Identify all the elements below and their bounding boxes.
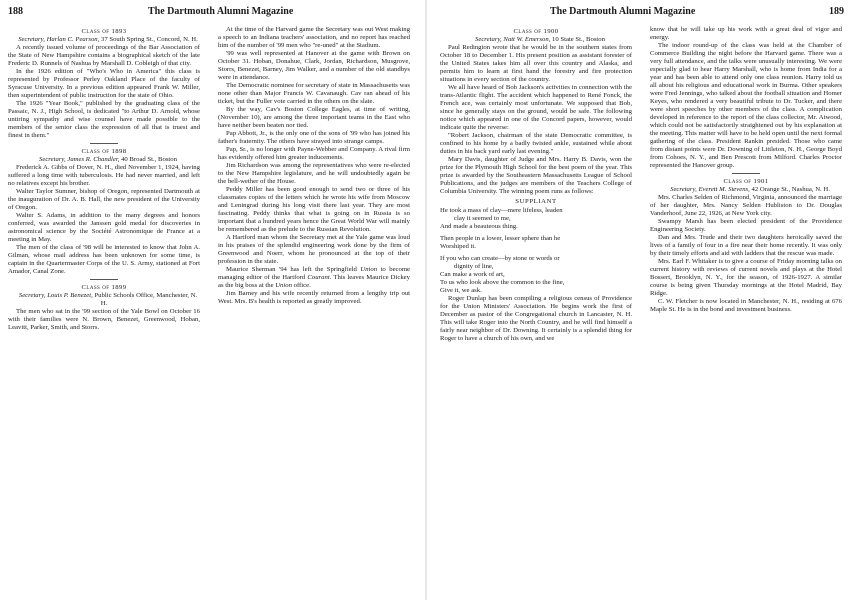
text-run: This leaves Maurice Dickey as the big boss at the: [218, 274, 410, 289]
secretary-address: 37 South Spring St., Concord, N. H.: [101, 36, 198, 43]
right-column-1: [440, 26, 632, 343]
class-heading-1899: Class of 1899: [81, 284, 127, 291]
paragraph: A recently issued volume of proceedings of the Bar Association of the State of New Hampshire contains a biographical sketch of the late Frederic D. Runnels of Nashua by Marshall D. Cobleigh of that city.: [8, 44, 200, 67]
secretary-line-1893: [8, 36, 200, 44]
newspaper-name: Courant.: [307, 274, 332, 281]
poem-line: And made a beauteous thing.: [440, 223, 518, 230]
poem-line: If you who can create—by stone or words or: [440, 255, 560, 262]
paragraph: C. W. Fletcher is now located in Manchester, N. H., residing at 676 Maple St. He is in the bond and investment business.: [650, 298, 842, 313]
secretary-name: Natt W. Emerson,: [503, 36, 551, 43]
poem-line: He took a mass of clay—mere lifeless, leaden: [440, 207, 563, 214]
running-head-left: [8, 6, 412, 20]
left-column-1: [8, 26, 200, 332]
page-gutter: [425, 0, 427, 600]
poem-title: SUPPLIANT: [515, 198, 557, 205]
right-column-2: [650, 26, 842, 314]
secretary-address: 10 State St., Boston: [552, 36, 605, 43]
poem-line: Can make a work of art,: [440, 271, 505, 278]
secretary-address: 42 Orange St., Nashua, N. H.: [751, 186, 830, 193]
page-number-right: 189: [829, 6, 844, 17]
paragraph: '99 was well represented at Hanover at the game with Brown on October 31. Hoban, Donahue, Clark, Jordan, Richardson, Musgrove, Storrs, Benezet, Barney, Jim Walker, and a number of the old standbys were in attendance.: [218, 50, 410, 81]
running-head-right: [440, 6, 844, 20]
secretary-name: Harlan C. Pearson,: [46, 36, 100, 43]
poem-line: Then people in a lower, lesser sphere than he: [440, 235, 561, 242]
class-heading-1900: Class of 1900: [513, 28, 559, 35]
section-rule: [90, 279, 118, 280]
paragraph: Frederick A. Gibbs of Dover, N. H., died November 1, 1924, having suffered a long time with tuberculosis. He had never married, and left no relatives except his brother.: [8, 164, 200, 187]
left-column-2: [218, 26, 410, 306]
paragraph: Jim Barney and his wife recently returned from a lengthy trip out West. Mrs. B's health is reported as greatly improved.: [218, 290, 410, 305]
paragraph: Roger Dunlap has been compiling a religious census of Providence for the Union Ministers' Association. He begins work the first of December as pastor of the Congregational church in Lancaster, N. H. This will take Roger into the North Country, and he will find himself a fairly near neighbor of Dr. Downing. It certainly is a splendid thing for Roger to have a church of his own, and we: [440, 295, 632, 342]
poem-line: Worshiped it.: [440, 243, 476, 250]
paragraph: The Democratic nominee for secretary of state in Massachusetts was none other than Major Francis W. Cavanaugh. Cav ran ahead of his ticket, but the Fuller vote carried in the others on the slate.: [218, 82, 410, 105]
secretary-line-1899: [8, 292, 200, 308]
secretary-line-1901: [650, 186, 842, 194]
paragraph: At the time of the Harvard game the Secretary was out West making a speech to an Indiana teachers' association, and no report has reached him of the number of '99 men who "re-uned" at the Stadium.: [218, 26, 410, 49]
paragraph: Pap Abbott, Jr., is the only one of the sons of '99 who has joined his father's fraternity. The others have strayed into strange camps.: [218, 130, 410, 145]
secretary-line-1900: [440, 36, 632, 44]
class-heading-1901: Class of 1901: [723, 178, 769, 185]
poem-line: To us who look above the common to the fine,: [440, 279, 565, 286]
paragraph: Paul Redington wrote that he would be in the southern states from October 18 to December 1. His present position as assistant forester of the United States takes him all over this country and Alaska, and permits him to learn at first hand the forestry and fire protection situations in every section of the country.: [440, 44, 632, 83]
paragraph: Peddy Miller has been good enough to send two or three of his classmates copies of the letters which he wrote his wife from Moscow and Leningrad during his long visit there last year. They are most fascinating. Peddy thinks that what is going on in Russia is so important that a hundred years hence the Great World War will mainly be remembered as the prelude to the Russian Revolution.: [218, 186, 410, 233]
poem-line: clay it seemed to me,: [454, 215, 511, 222]
running-title-right: The Dartmouth Alumni Magazine: [550, 6, 696, 17]
poem: [440, 207, 632, 295]
secretary-line-1898: [8, 156, 200, 164]
secretary-address: Public Schools Office, Manchester, N. H.: [94, 292, 198, 307]
newspaper-name: Union: [360, 266, 378, 273]
paragraph: Walter S. Adams, in addition to the many degrees and honors conferred, was awarded the Janssen gold medal for discoveries in astronomical science by the Société Astronomique de France at a meeting in May.: [8, 212, 200, 243]
paragraph: Walter Taylor Sumner, bishop of Oregon, represented Dartmouth at the inauguration of Dr. A. B. Hall, the new president of the University of Oregon.: [8, 188, 200, 211]
quoted-text: "Robert Jackson, chairman of the state Democratic committee, is confined to his home by a badly twisted ankle, sustained while about duties in his back yard early last evening.": [440, 132, 632, 155]
paragraph: A Hartford man whom the Secretary met at the Yale game was loud in his praises of the splendid engineering work done by the firm of Greenwood and Noerr, whom he pronounced at the top of their profession in the state.: [218, 234, 410, 265]
running-title-left: The Dartmouth Alumni Magazine: [148, 6, 294, 17]
paragraph: The indoor round-up of the class was held at the Chamber of Commerce Building the night before the Harvard game. There was a very full attendance, and the talks were unusually interesting. We were especially glad to hear Harry Marshall, who is home from India for a year and has been able to attend only one class reunion. Harry told us all about his religious and educational work in Burma. Other speakers were Fred Jennings, who talked about the football situation and Homer Keyes, who rendered a very beautiful tribute to Dr. Tucker, and there were short speeches by other members of the class. A complication developed in reference to the report of the class collector, Mr. Atwood, which could not be satisfactorily straightened out by his explanation at the meeting. This matter will have to be held open until the next formal gathering of the class. President Rankin presided. Those who came from distant points were Dr. Downing of Littleton, N. H., George Boyd from Cohoes, N. Y., and Ben Prescott from Milford. Charles Proctor represented the Hanover group.: [650, 42, 842, 169]
paragraph: The men who sat in the '99 section of the Yale Bowl on October 16 with their families were N. Brown, Benezet, Greenwood, Hoban, Leavitt, Parker, Smith, and Storrs.: [8, 308, 200, 331]
paragraph: Mrs. Earl F. Whitaker is to give a course of Friday morning talks on current history with reviews of current novels and plays at the Hotel Bossert, Brooklyn, N. Y., for the season, of 1926-1927. A similar course is being given Thursday mornings at the Hotel Madrid, Bay Ridge.: [650, 258, 842, 297]
secretary-name: Everett M. Stevens,: [698, 186, 750, 193]
paragraph: [218, 266, 410, 290]
quotation: [440, 132, 632, 156]
page-number-left: 188: [8, 6, 23, 17]
paragraph: The 1926 "Year Book," published by the graduating class of the Passaic, N. J., High School, is dedicated "to Arthur D. Arnold, whose untiring sympathy and wise counsel have made possible to the members of the senior class the expression of all that is truest and finest in them.": [8, 100, 200, 139]
paragraph: The men of the class of '98 will be interested to know that John A. Gilman, whose mail address has been unknown for some time, is captain in the Quartermaster Corps of the U. S. Army, stationed at Fort Amador, Canal Zone.: [8, 244, 200, 275]
secretary-name: James R. Chandler,: [67, 156, 120, 163]
paragraph: Mary Davis, daughter of Judge and Mrs. Harry B. Davis, won the prize for the Plymouth High School for the best poem of the year. This prize is awarded by the Southeastern Massachusetts League of School Publications, and the judges are members of the Teachers College of Columbia University. The winning poem runs as follows:: [440, 156, 632, 195]
paragraph: Mrs. Charles Selden of Richmond, Virginia, announced the marriage of her daughter, Mrs. Nancy Selden Hubliston to Dr. Douglas Vanderhoof, June 22, 1926, at New York city.: [650, 194, 842, 217]
paragraph: In the 1926 edition of "Who's Who in America" this class is represented by Professor Perley Oakland Place of the faculty of Syracuse University. In a previous edition appeared Frank W. Miller, then superintendent of public instruction for the state of Ohio.: [8, 68, 200, 99]
paragraph: By the way, Cav's Boston College Eagles, at time of writing, (November 10), are among the three important teams in the East who have neither been beaten nor tied.: [218, 106, 410, 129]
class-heading-1893: Class of 1893: [81, 28, 127, 35]
poem-line: Give it, we ask.: [440, 287, 482, 294]
left-page: [0, 0, 420, 600]
paragraph: Dan and Mrs. Trude and their two daughters heroically saved the lives of a family of four in a fire near their home recently. It was only by their timely efforts and aid with ladders that the rescue was made.: [650, 234, 842, 257]
right-page: [432, 0, 852, 600]
text-run: to become managing editor of the Hartford: [218, 266, 411, 281]
newspaper-name: Union: [275, 282, 292, 289]
paragraph: We all have heard of Bob Jackson's activities in connection with the trans-Atlantic flight. The accident which happened to René Fonck, the French ace, was certainly most unfortunate. We supposed that Bob, since he generally stays on the ground, would be safe. The following notice which appeared in one of the Concord papers, however, would indicate quite the reverse:: [440, 84, 632, 131]
paragraph: know that he will take up his work with a great deal of vigor and energy.: [650, 26, 842, 41]
secretary-label: Secretary,: [18, 36, 45, 43]
secretary-name: Louis P. Benezet,: [47, 292, 93, 299]
paragraph: Jim Richardson was among the representatives who were re-elected to the New Hampshire legislature, and he will undoubtedly again be the bell-wether of the House.: [218, 162, 410, 185]
paragraph: Swampy Marsh has been elected president of the Providence Engineering Society.: [650, 218, 842, 233]
poem-line: dignity of line,: [454, 263, 494, 270]
class-heading-1898: Class of 1898: [81, 148, 127, 155]
secretary-address: 40 Broad St., Boston: [121, 156, 177, 163]
secretary-label: Secretary,: [18, 292, 46, 299]
secretary-label: Secretary,: [475, 36, 502, 43]
paragraph: Pap, Sr., is no longer with Payne-Webber and Company. A rival firm has evidently offered him greater inducements.: [218, 146, 410, 161]
section-rule: [90, 143, 118, 144]
section-rule: [732, 173, 760, 174]
text-run: office.: [293, 282, 311, 289]
secretary-label: Secretary,: [670, 186, 697, 193]
text-run: Maurice Sherman '94 has left the Springfield: [226, 266, 357, 273]
secretary-label: Secretary,: [39, 156, 66, 163]
